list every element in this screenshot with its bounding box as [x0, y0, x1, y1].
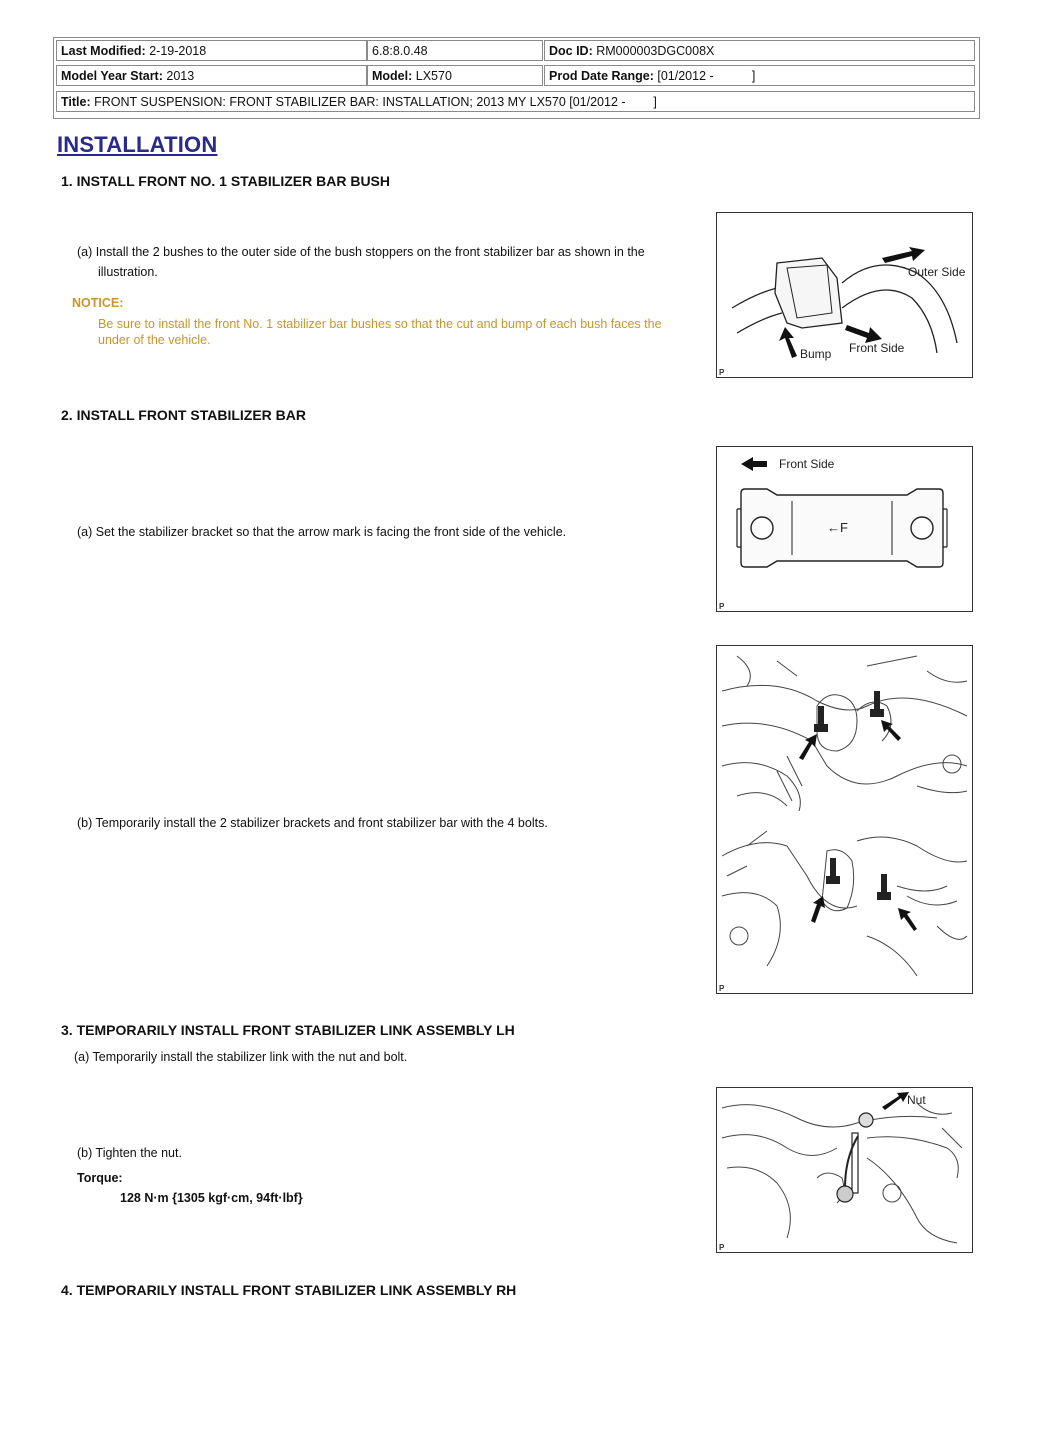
- prod-date-label: Prod Date Range:: [549, 69, 654, 83]
- last-modified-cell: [56, 40, 367, 61]
- model-label: Model:: [372, 69, 413, 83]
- prod-date-value: [01/2012 - ]: [657, 69, 756, 83]
- notice-text-line1: Be sure to install the front No. 1 stabilizer bar bushes so that the cut and bump of each bush faces the: [98, 317, 662, 331]
- last-modified-value: 2-19-2018: [149, 44, 207, 58]
- nut-arrow-icon: [882, 1092, 909, 1110]
- version-value: 6.8:8.0.48: [372, 44, 428, 58]
- last-modified-label: Last Modified:: [61, 44, 146, 58]
- model-cell: [367, 65, 543, 86]
- model-year-cell: [56, 65, 367, 86]
- step-1-heading: 1. INSTALL FRONT NO. 1 STABILIZER BAR BUSH: [61, 173, 391, 189]
- model-year-value: 2013: [166, 69, 195, 83]
- front-side-label: Front Side: [779, 457, 835, 471]
- outer-side-arrow-icon: [882, 247, 925, 263]
- step-1a-text-line1: (a) Install the 2 bushes to the outer side of the bush stoppers on the front stabilizer bar as shown in the: [77, 245, 645, 259]
- bush-installation-figure: [716, 212, 973, 378]
- step-3a-text: (a) Temporarily install the stabilizer link with the nut and bolt.: [74, 1050, 408, 1064]
- title-label: Title:: [61, 95, 91, 109]
- doc-id-cell: [544, 40, 975, 61]
- step-2b-text: (b) Temporarily install the 2 stabilizer brackets and front stabilizer bar with the 4 bolts.: [77, 816, 548, 830]
- doc-id-label: Doc ID:: [549, 44, 593, 58]
- model-value: LX570: [415, 69, 452, 83]
- front-side-label: Front Side: [849, 341, 905, 355]
- bolt-arrow-icon: [898, 908, 917, 931]
- prod-date-cell: [544, 65, 975, 86]
- step-1a-text-line2: illustration.: [98, 265, 158, 279]
- bump-label: Bump: [800, 347, 832, 361]
- figure-p-marker: P: [719, 984, 725, 993]
- step-4-heading: 4. TEMPORARILY INSTALL FRONT STABILIZER LINK ASSEMBLY RH: [61, 1282, 517, 1298]
- step-3b-text: (b) Tighten the nut.: [77, 1146, 182, 1160]
- torque-value: 128 N·m {1305 kgf·cm, 94ft·lbf}: [120, 1191, 303, 1205]
- stabilizer-link-figure: [716, 1087, 973, 1253]
- step-2a-text: (a) Set the stabilizer bracket so that the arrow mark is facing the front side of the vehicle.: [77, 525, 567, 539]
- bolt-arrow-icon: [799, 734, 817, 760]
- stabilizer-link-illustration: [717, 1088, 972, 1252]
- bolt-arrow-icon: [811, 896, 825, 923]
- page-title[interactable]: INSTALLATION: [57, 132, 218, 157]
- bush-illustration: [717, 213, 972, 377]
- nut-label: Nut: [907, 1093, 926, 1107]
- outer-side-label: Outer Side: [908, 265, 966, 279]
- model-year-label: Model Year Start:: [61, 69, 163, 83]
- front-side-arrow-icon: [741, 457, 767, 471]
- arrow-mark-label: ←F: [827, 520, 848, 535]
- notice-label: NOTICE:: [72, 296, 124, 310]
- stabilizer-bracket-figure: [716, 446, 973, 612]
- title-value: FRONT SUSPENSION: FRONT STABILIZER BAR: INSTALLATION; 2013 MY LX570 [01/2012 - ]: [94, 95, 657, 109]
- bracket-bolts-figure: [716, 645, 973, 994]
- figure-p-marker: P: [719, 1243, 725, 1252]
- step-3-heading: 3. TEMPORARILY INSTALL FRONT STABILIZER LINK ASSEMBLY LH: [61, 1022, 515, 1038]
- figure-p-marker: P: [719, 602, 725, 611]
- step-2-heading: 2. INSTALL FRONT STABILIZER BAR: [61, 407, 306, 423]
- doc-id-value: RM000003DGC008X: [596, 44, 715, 58]
- notice-text-line2: under of the vehicle.: [98, 333, 211, 347]
- figure-p-marker: P: [719, 368, 725, 377]
- bump-arrow-icon: [779, 327, 797, 358]
- bracket-bolts-illustration: [717, 646, 972, 993]
- version-cell: [367, 40, 543, 61]
- title-cell: [56, 91, 975, 112]
- torque-label: Torque:: [77, 1171, 123, 1185]
